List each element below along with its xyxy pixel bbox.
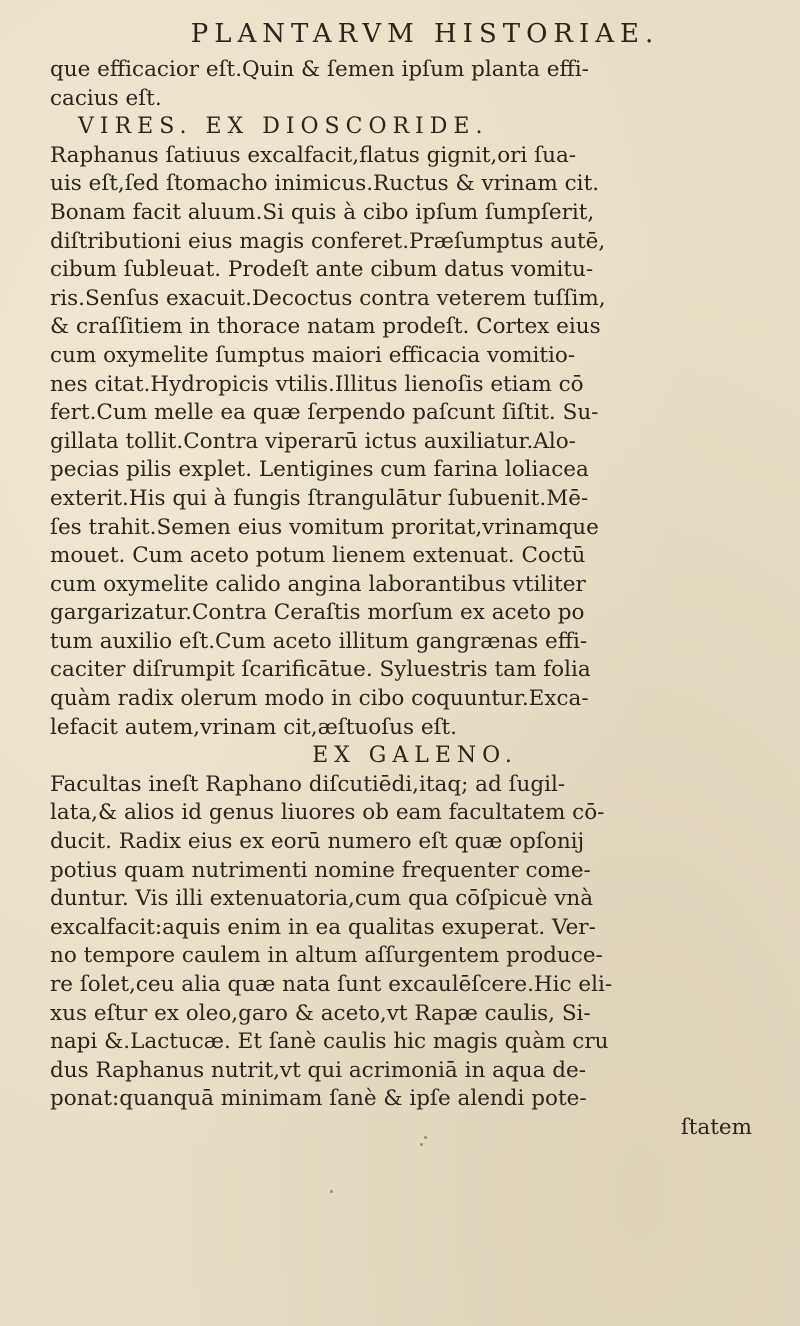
- text-line: lata,& alios id genus liuores ob eam facultatem cō-: [50, 800, 605, 826]
- text-line: cacius eſt.: [50, 85, 162, 111]
- ink-speck: [424, 1136, 427, 1139]
- text-line: diſtributioni eius magis conferet.Præſumptus autē,: [50, 228, 606, 254]
- text-line: ris.Senſus exacuit.Decoctus contra veterem tuſſim,: [50, 285, 606, 311]
- text-line: gillata tollit.Contra viperarū ictus auxiliatur.Alo-: [50, 428, 576, 454]
- text-line: ſes trahit.Semen eius vomitum proritat,vrinamque: [50, 514, 599, 540]
- text-block: [50, 14, 770, 1143]
- catchword: ſtatem: [680, 1114, 752, 1140]
- text-line: ducit. Radix eius ex eorū numero eſt quæ opſonij: [50, 829, 585, 855]
- text-line: tum auxilio eſt.Cum aceto illitum gangrænas effi-: [50, 628, 588, 654]
- text-line: pecias pilis explet. Lentigines cum farina loliacea: [50, 457, 589, 483]
- text-line: exterit.His qui à fungis ſtrangulātur ſubuenit.Mē-: [50, 485, 589, 511]
- text-line: Facultas ineſt Raphano diſcutiēdi,itaq; ad ſugil-: [50, 771, 566, 797]
- running-head: PLANTARVM HISTORIAE.: [190, 19, 660, 49]
- text-line: re ſolet,ceu alia quæ nata ſunt excaulēſcere.Hic eli-: [50, 972, 613, 997]
- text-line: lefacit autem,vrinam cit,æſtuoſus eſt.: [50, 714, 458, 740]
- text-line: gargarizatur.Contra Ceraſtis morſum ex aceto po: [50, 600, 585, 626]
- text-line: napi &.Lactucæ. Et ſanè caulis hic magis quàm cru: [50, 1029, 609, 1055]
- text-line: xus eſtur ex oleo,garo & aceto,vt Rapæ caulis, Si-: [50, 1000, 591, 1026]
- section-heading-vires: VIRES. EX DIOSCORIDE.: [78, 114, 489, 140]
- text-line: nes citat.Hydropicis vtilis.Illitus lienoſis etiam cō: [50, 371, 584, 397]
- text-line: & craſſitiem in thorace natam prodeſt. Cortex eius: [50, 314, 601, 340]
- text-line: excalfacit:aquis enim in ea qualitas exuperat. Ver-: [50, 914, 596, 940]
- text-line: duntur. Vis illi extenuatoria,cum qua cōſpicuè vnà: [50, 886, 594, 912]
- text-line: ponat:quanquā minimam ſanè & ipſe alendi pote-: [50, 1086, 587, 1112]
- ink-speck: [420, 1143, 423, 1146]
- ink-speck: [330, 1190, 333, 1193]
- text-line: dus Raphanus nutrit,vt qui acrimoniā in aqua de-: [50, 1057, 586, 1083]
- section-heading-galeno: EX GALENO.: [312, 743, 518, 769]
- text-line: fert.Cum melle ea quæ ſerpendo paſcunt ſiſtit. Su-: [50, 400, 599, 426]
- text-line: quàm radix olerum modo in cibo coquuntur.Exca-: [50, 686, 589, 712]
- text-line: que efficacior eſt.Quin & ſemen ipſum planta effi-: [50, 57, 589, 82]
- text-line: Raphanus ſatiuus excalfacit,flatus gignit,ori ſua-: [50, 142, 577, 168]
- text-line: cibum ſubleuat. Prodeſt ante cibum datus vomitu-: [50, 257, 594, 283]
- text-line: no tempore caulem in altum aſſurgentem produce-: [50, 943, 603, 969]
- text-line: caciter diſrumpit ſcarificātue. Syluestris tam folia: [50, 657, 591, 683]
- text-line: mouet. Cum aceto potum lienem extenuat. Coctū: [50, 543, 586, 569]
- text-line: cum oxymelite calido angina laborantibus vtiliter: [50, 571, 586, 597]
- text-line: potius quam nutrimenti nomine frequenter come-: [50, 857, 591, 883]
- text-line: cum oxymelite ſumptus maiori efficacia vomitio-: [50, 342, 576, 368]
- text-line: uis eſt,ſed ſtomacho inimicus.Ructus & vrinam cit.: [50, 171, 600, 197]
- text-line: Bonam facit aluum.Si quis à cibo ipſum ſumpſerit,: [50, 199, 595, 225]
